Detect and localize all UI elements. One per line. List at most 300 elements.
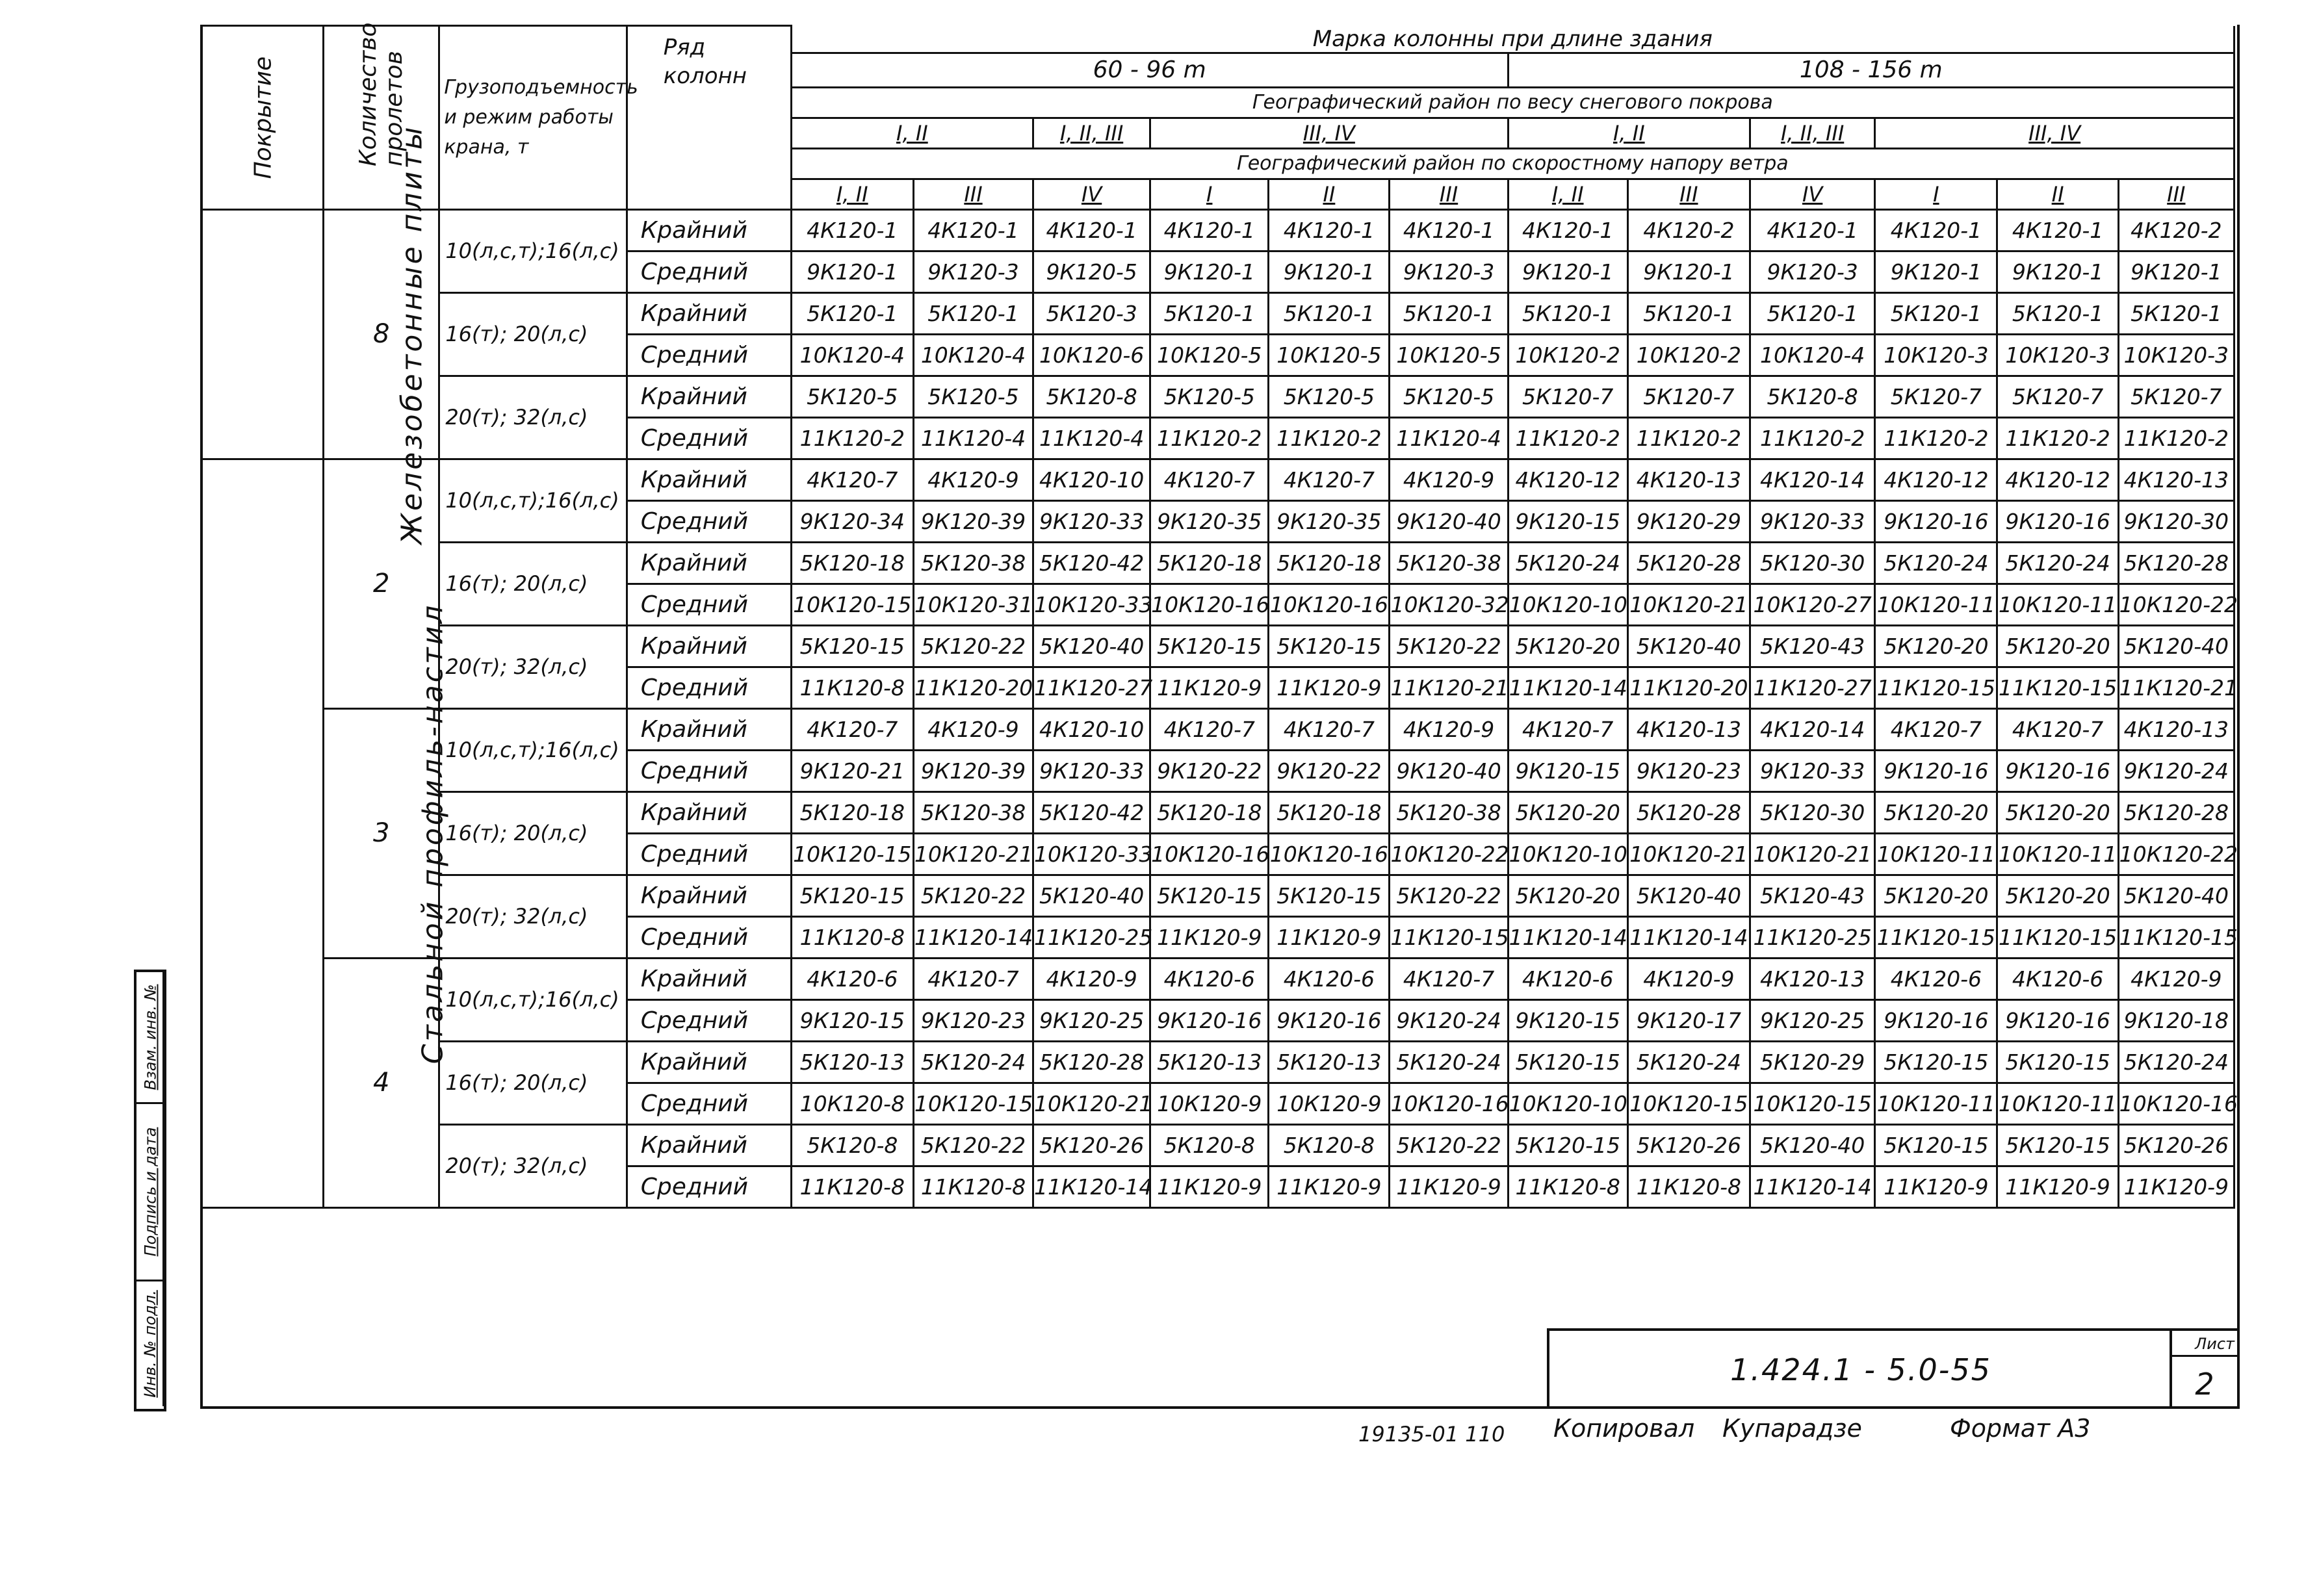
column-mark-cell: 5К120-24 <box>2118 1041 2234 1083</box>
wind-col-header: III <box>1390 179 1508 209</box>
column-mark-cell: 5К120-5 <box>791 376 913 417</box>
column-mark-cell: 11К120-21 <box>1390 667 1508 708</box>
column-mark-cell: 11К120-9 <box>2118 1166 2234 1207</box>
column-mark-cell: 9К120-23 <box>1627 750 1750 792</box>
column-mark-cell: 4К120-9 <box>913 708 1033 750</box>
column-mark-cell: 9К120-1 <box>1997 251 2118 292</box>
column-mark-cell: 4К120-7 <box>1997 708 2118 750</box>
column-mark-cell: 9К120-1 <box>1269 251 1390 292</box>
column-mark-cell: 5К120-18 <box>1269 792 1390 833</box>
column-mark-cell: 5К120-1 <box>1875 292 1997 334</box>
column-mark-cell: 10К120-8 <box>791 1083 913 1124</box>
snow-group: III, IV <box>1875 118 2235 148</box>
wind-col-header: I, II <box>1508 179 1627 209</box>
column-mark-cell: 4К120-9 <box>913 459 1033 500</box>
column-mark-cell: 5К120-1 <box>913 292 1033 334</box>
column-mark-cell: 11К120-15 <box>1875 667 1997 708</box>
column-mark-cell: 10К120-16 <box>2118 1083 2234 1124</box>
column-mark-cell: 5К120-5 <box>1269 376 1390 417</box>
column-mark-cell: 10К120-31 <box>913 584 1033 625</box>
column-mark-cell: 11К120-2 <box>2118 417 2234 459</box>
column-mark-cell: 5К120-8 <box>1033 376 1150 417</box>
snow-group: III, IV <box>1150 118 1508 148</box>
column-mark-cell: 9К120-40 <box>1390 750 1508 792</box>
column-mark-cell: 10К120-15 <box>791 584 913 625</box>
column-mark-cell: 9К120-24 <box>2118 750 2234 792</box>
crane-capacity-cell: 20(т); 32(л,с) <box>439 875 627 958</box>
column-mark-cell: 5К120-22 <box>1390 625 1508 667</box>
crane-capacity-cell: 16(т); 20(л,с) <box>439 292 627 376</box>
column-mark-cell: 9К120-39 <box>913 500 1033 542</box>
column-mark-cell: 11К120-2 <box>1627 417 1750 459</box>
column-row-type: Крайний <box>627 958 791 999</box>
column-mark-cell: 11К120-8 <box>913 1166 1033 1207</box>
column-mark-cell: 10К120-15 <box>913 1083 1033 1124</box>
column-mark-cell: 5К120-20 <box>1508 792 1627 833</box>
column-mark-cell: 5К120-30 <box>1750 542 1875 584</box>
table-row <box>201 875 2235 916</box>
wind-col-header: I <box>1875 179 1997 209</box>
column-mark-cell: 11К120-8 <box>791 667 913 708</box>
column-mark-cell: 11К120-15 <box>1875 916 1997 958</box>
column-mark-cell: 5К120-28 <box>2118 542 2234 584</box>
column-mark-cell: 5К120-8 <box>1269 1124 1390 1166</box>
column-mark-cell: 5К120-1 <box>1508 292 1627 334</box>
column-mark-cell: 4К120-7 <box>1390 958 1508 999</box>
column-mark-cell: 5К120-20 <box>1508 625 1627 667</box>
column-mark-cell: 5К120-22 <box>1390 875 1508 916</box>
column-mark-cell: 11К120-9 <box>1390 1166 1508 1207</box>
column-row-type: Крайний <box>627 542 791 584</box>
crane-capacity-cell: 20(т); 32(л,с) <box>439 376 627 459</box>
column-row-type: Средний <box>627 584 791 625</box>
wind-col-header: III <box>913 179 1033 209</box>
column-mark-cell: 10К120-4 <box>913 334 1033 376</box>
table-row <box>201 1041 2235 1083</box>
column-mark-cell: 9К120-1 <box>1150 251 1269 292</box>
column-mark-cell: 11К120-9 <box>1269 1166 1390 1207</box>
table-row <box>201 376 2235 417</box>
column-mark-cell: 11К120-15 <box>1997 667 2118 708</box>
column-mark-cell: 5К120-1 <box>791 292 913 334</box>
wind-col-header: II <box>1269 179 1390 209</box>
column-mark-cell: 4К120-13 <box>2118 459 2234 500</box>
wind-col-header: I <box>1150 179 1269 209</box>
column-mark-cell: 4К120-7 <box>1875 708 1997 750</box>
column-mark-cell: 5К120-20 <box>1997 875 2118 916</box>
column-mark-cell: 10К120-21 <box>913 833 1033 875</box>
header-row: Ряд колонн <box>627 26 791 210</box>
wind-col-header: II <box>1997 179 2118 209</box>
column-mark-cell: 9К120-35 <box>1269 500 1390 542</box>
column-mark-cell: 9К120-16 <box>1875 500 1997 542</box>
strip-signature-date: Подпись и дата <box>136 1104 164 1281</box>
column-mark-cell: 5К120-22 <box>913 875 1033 916</box>
column-mark-cell: 4К120-14 <box>1750 708 1875 750</box>
column-row-type: Крайний <box>627 875 791 916</box>
column-row-type: Крайний <box>627 459 791 500</box>
table-row <box>201 792 2235 833</box>
column-mark-cell: 5К120-13 <box>1150 1041 1269 1083</box>
column-mark-cell: 4К120-12 <box>1508 459 1627 500</box>
column-mark-cell: 10К120-5 <box>1269 334 1390 376</box>
column-mark-cell: 5К120-5 <box>913 376 1033 417</box>
column-mark-cell: 4К120-1 <box>1150 209 1269 251</box>
column-mark-cell: 5К120-30 <box>1750 792 1875 833</box>
column-mark-cell: 4К120-6 <box>1269 958 1390 999</box>
column-mark-cell: 5К120-40 <box>1627 625 1750 667</box>
column-mark-cell: 10К120-10 <box>1508 584 1627 625</box>
column-mark-cell: 4К120-6 <box>791 958 913 999</box>
column-mark-cell: 11К120-9 <box>1269 916 1390 958</box>
column-mark-cell: 11К120-4 <box>913 417 1033 459</box>
column-row-type: Крайний <box>627 376 791 417</box>
column-mark-cell: 10К120-9 <box>1150 1083 1269 1124</box>
column-mark-cell: 9К120-15 <box>1508 750 1627 792</box>
column-mark-cell: 9К120-25 <box>1033 999 1150 1041</box>
column-mark-cell: 4К120-1 <box>1750 209 1875 251</box>
column-mark-cell: 11К120-9 <box>1269 667 1390 708</box>
column-row-type: Крайний <box>627 1124 791 1166</box>
crane-capacity-cell: 10(л,с,т);16(л,с) <box>439 209 627 292</box>
column-mark-cell: 11К120-27 <box>1033 667 1150 708</box>
column-mark-cell: 10К120-15 <box>1627 1083 1750 1124</box>
snow-group: I, II, III <box>1750 118 1875 148</box>
column-mark-cell: 9К120-1 <box>2118 251 2234 292</box>
column-mark-cell: 9К120-16 <box>1150 999 1269 1041</box>
column-mark-cell: 9К120-16 <box>1997 999 2118 1041</box>
column-mark-cell: 9К120-22 <box>1150 750 1269 792</box>
wind-col-header: I, II <box>791 179 913 209</box>
column-mark-cell: 4К120-1 <box>1390 209 1508 251</box>
column-mark-cell: 5К120-28 <box>2118 792 2234 833</box>
column-mark-cell: 5К120-7 <box>1508 376 1627 417</box>
column-mark-cell: 5К120-8 <box>1750 376 1875 417</box>
column-mark-table <box>200 22 2238 1209</box>
column-row-type: Средний <box>627 999 791 1041</box>
column-mark-cell: 5К120-24 <box>1390 1041 1508 1083</box>
column-mark-cell: 5К120-15 <box>1875 1124 1997 1166</box>
column-mark-cell: 9К120-24 <box>1390 999 1508 1041</box>
column-mark-cell: 9К120-39 <box>913 750 1033 792</box>
column-mark-cell: 11К120-9 <box>1150 667 1269 708</box>
column-mark-cell: 9К120-16 <box>1875 999 1997 1041</box>
column-mark-cell: 4К120-1 <box>1875 209 1997 251</box>
spans-cell: 3 <box>324 708 439 958</box>
column-mark-cell: 9К120-34 <box>791 500 913 542</box>
column-mark-cell: 5К120-13 <box>1269 1041 1390 1083</box>
column-mark-cell: 4К120-2 <box>1627 209 1750 251</box>
column-mark-cell: 4К120-7 <box>1269 708 1390 750</box>
column-mark-cell: 9К120-30 <box>2118 500 2234 542</box>
column-row-type: Крайний <box>627 625 791 667</box>
column-mark-cell: 11К120-2 <box>1150 417 1269 459</box>
column-mark-cell: 10К120-6 <box>1033 334 1150 376</box>
column-mark-cell: 5К120-29 <box>1750 1041 1875 1083</box>
column-mark-cell: 9К120-3 <box>1390 251 1508 292</box>
column-mark-cell: 10К120-15 <box>1750 1083 1875 1124</box>
header-length-60-96: 60 - 96 m <box>791 53 1508 87</box>
title-block <box>1547 1328 2172 1409</box>
column-mark-cell: 10К120-33 <box>1033 833 1150 875</box>
column-mark-cell: 4К120-1 <box>1508 209 1627 251</box>
column-mark-cell: 11К120-9 <box>1150 916 1269 958</box>
column-mark-cell: 5К120-20 <box>1875 625 1997 667</box>
column-mark-cell: 5К120-20 <box>1875 792 1997 833</box>
column-mark-cell: 9К120-33 <box>1033 750 1150 792</box>
crane-capacity-cell: 20(т); 32(л,с) <box>439 1124 627 1207</box>
column-mark-cell: 4К120-1 <box>1033 209 1150 251</box>
column-mark-cell: 5К120-15 <box>1997 1041 2118 1083</box>
column-row-type: Средний <box>627 833 791 875</box>
column-mark-cell: 10К120-11 <box>1875 833 1997 875</box>
footer <box>1358 1414 2138 1453</box>
column-row-type: Крайний <box>627 1041 791 1083</box>
column-mark-cell: 5К120-38 <box>1390 792 1508 833</box>
column-mark-cell: 11К120-8 <box>1627 1166 1750 1207</box>
column-mark-cell: 10К120-16 <box>1269 584 1390 625</box>
column-row-type: Средний <box>627 251 791 292</box>
column-mark-cell: 9К120-17 <box>1627 999 1750 1041</box>
header-column-mark: Марка колонны при длине здания <box>791 26 2234 53</box>
column-mark-cell: 9К120-33 <box>1750 750 1875 792</box>
column-mark-cell: 4К120-2 <box>2118 209 2234 251</box>
column-mark-cell: 9К120-1 <box>1508 251 1627 292</box>
column-mark-cell: 5К120-28 <box>1627 542 1750 584</box>
column-mark-cell: 5К120-13 <box>791 1041 913 1083</box>
column-mark-cell: 10К120-16 <box>1150 833 1269 875</box>
column-mark-cell: 4К120-7 <box>1508 708 1627 750</box>
column-row-type: Крайний <box>627 292 791 334</box>
binding-strip <box>134 970 166 1411</box>
column-mark-cell: 9К120-18 <box>2118 999 2234 1041</box>
column-mark-cell: 4К120-7 <box>791 708 913 750</box>
column-mark-cell: 9К120-16 <box>1997 750 2118 792</box>
column-mark-cell: 10К120-5 <box>1390 334 1508 376</box>
crane-capacity-cell: 16(т); 20(л,с) <box>439 542 627 625</box>
column-mark-cell: 10К120-11 <box>1997 584 2118 625</box>
column-mark-cell: 10К120-3 <box>2118 334 2234 376</box>
sheet-label: Лист <box>2172 1331 2237 1357</box>
footer-copied-label: Копировал <box>1553 1414 1695 1443</box>
column-mark-cell: 9К120-16 <box>1875 750 1997 792</box>
column-mark-cell: 10К120-2 <box>1627 334 1750 376</box>
header-crane: Грузоподъемность и режим работы крана, т <box>439 26 627 210</box>
column-mark-cell: 5К120-24 <box>1997 542 2118 584</box>
document-code: 1.424.1 - 5.0-55 <box>1730 1352 1991 1387</box>
column-mark-cell: 10К120-9 <box>1269 1083 1390 1124</box>
footer-number: 19135-01 110 <box>1358 1422 1505 1447</box>
column-mark-cell: 11К120-14 <box>1508 667 1627 708</box>
column-mark-cell: 5К120-7 <box>1997 376 2118 417</box>
column-mark-cell: 9К120-1 <box>1627 251 1750 292</box>
snow-group: I, II, III <box>1033 118 1150 148</box>
column-mark-cell: 10К120-11 <box>1875 584 1997 625</box>
column-mark-cell: 9К120-25 <box>1750 999 1875 1041</box>
column-mark-cell: 9К120-1 <box>791 251 913 292</box>
column-mark-cell: 5К120-5 <box>1150 376 1269 417</box>
column-mark-cell: 4К120-12 <box>1997 459 2118 500</box>
column-mark-cell: 4К120-1 <box>1269 209 1390 251</box>
spans-cell: 2 <box>324 459 439 708</box>
column-mark-cell: 10К120-11 <box>1997 1083 2118 1124</box>
column-mark-cell: 4К120-9 <box>1390 459 1508 500</box>
column-mark-cell: 4К120-10 <box>1033 459 1150 500</box>
column-mark-cell: 5К120-15 <box>1997 1124 2118 1166</box>
column-mark-cell: 11К120-9 <box>1150 1166 1269 1207</box>
column-mark-cell: 4К120-13 <box>1627 459 1750 500</box>
column-mark-cell: 4К120-6 <box>1997 958 2118 999</box>
column-mark-cell: 11К120-25 <box>1750 916 1875 958</box>
spans-cell: 8 <box>324 209 439 459</box>
column-mark-cell: 9К120-1 <box>1875 251 1997 292</box>
column-mark-cell: 5К120-7 <box>1627 376 1750 417</box>
column-mark-cell: 5К120-40 <box>1750 1124 1875 1166</box>
wind-col-header: III <box>2118 179 2234 209</box>
column-mark-cell: 11К120-14 <box>1033 1166 1150 1207</box>
column-mark-cell: 10К120-11 <box>1875 1083 1997 1124</box>
column-mark-cell: 5К120-22 <box>1390 1124 1508 1166</box>
roof-type-cell: Стальной профиль-настил <box>201 459 324 1207</box>
column-mark-cell: 11К120-2 <box>1269 417 1390 459</box>
column-mark-cell: 5К120-42 <box>1033 792 1150 833</box>
column-mark-cell: 11К120-8 <box>791 916 913 958</box>
column-mark-cell: 5К120-5 <box>1390 376 1508 417</box>
column-mark-cell: 4К120-1 <box>791 209 913 251</box>
column-row-type: Средний <box>627 334 791 376</box>
column-mark-cell: 4К120-7 <box>1150 459 1269 500</box>
crane-capacity-cell: 10(л,с,т);16(л,с) <box>439 459 627 542</box>
column-mark-cell: 10К120-10 <box>1508 1083 1627 1124</box>
table-row <box>201 958 2235 999</box>
column-row-type: Средний <box>627 417 791 459</box>
column-mark-cell: 5К120-8 <box>1150 1124 1269 1166</box>
column-mark-cell: 10К120-15 <box>791 833 913 875</box>
column-mark-cell: 11К120-8 <box>791 1166 913 1207</box>
snow-group: I, II <box>791 118 1033 148</box>
column-mark-cell: 5К120-43 <box>1750 875 1875 916</box>
column-mark-cell: 11К120-4 <box>1033 417 1150 459</box>
column-mark-cell: 11К120-2 <box>791 417 913 459</box>
column-mark-cell: 11К120-2 <box>1875 417 1997 459</box>
column-mark-cell: 5К120-20 <box>1508 875 1627 916</box>
column-row-type: Крайний <box>627 708 791 750</box>
column-mark-cell: 4К120-6 <box>1875 958 1997 999</box>
column-mark-cell: 5К120-40 <box>2118 875 2234 916</box>
column-mark-cell: 10К120-16 <box>1390 1083 1508 1124</box>
column-mark-cell: 10К120-27 <box>1750 584 1875 625</box>
crane-capacity-cell: 10(л,с,т);16(л,с) <box>439 958 627 1041</box>
column-mark-cell: 11К120-14 <box>1627 916 1750 958</box>
roof-type-cell: Железобетонные плиты <box>201 209 324 459</box>
column-mark-cell: 10К120-4 <box>1750 334 1875 376</box>
column-mark-cell: 5К120-15 <box>1875 1041 1997 1083</box>
column-mark-cell: 10К120-21 <box>1750 833 1875 875</box>
table-row <box>201 1124 2235 1166</box>
footer-format: Формат А3 <box>1950 1414 2091 1443</box>
column-mark-cell: 10К120-21 <box>1627 584 1750 625</box>
column-mark-cell: 9К120-22 <box>1269 750 1390 792</box>
column-mark-cell: 4К120-9 <box>1390 708 1508 750</box>
header-spans: Количество пролетов <box>324 26 439 210</box>
column-mark-cell: 5К120-24 <box>1508 542 1627 584</box>
column-mark-cell: 5К120-18 <box>1150 792 1269 833</box>
column-mark-cell: 5К120-7 <box>1875 376 1997 417</box>
column-mark-cell: 5К120-15 <box>1508 1124 1627 1166</box>
column-mark-cell: 5К120-15 <box>791 875 913 916</box>
column-mark-cell: 5К120-18 <box>791 792 913 833</box>
column-mark-cell: 5К120-1 <box>1150 292 1269 334</box>
column-mark-cell: 11К120-20 <box>1627 667 1750 708</box>
column-mark-cell: 10К120-11 <box>1997 833 2118 875</box>
column-mark-cell: 10К120-3 <box>1875 334 1997 376</box>
column-mark-cell: 4К120-9 <box>1627 958 1750 999</box>
column-mark-cell: 11К120-14 <box>913 916 1033 958</box>
table-row <box>201 625 2235 667</box>
column-mark-cell: 4К120-10 <box>1033 708 1150 750</box>
column-mark-cell: 10К120-5 <box>1150 334 1269 376</box>
column-mark-cell: 5К120-40 <box>2118 625 2234 667</box>
column-mark-cell: 9К120-33 <box>1033 500 1150 542</box>
table-row <box>201 708 2235 750</box>
column-mark-cell: 9К120-16 <box>1997 500 2118 542</box>
column-mark-cell: 5К120-43 <box>1750 625 1875 667</box>
column-mark-cell: 4К120-1 <box>1997 209 2118 251</box>
column-mark-cell: 5К120-28 <box>1627 792 1750 833</box>
column-mark-cell: 11К120-25 <box>1033 916 1150 958</box>
column-mark-cell: 4К120-7 <box>913 958 1033 999</box>
column-row-type: Средний <box>627 1166 791 1207</box>
column-mark-cell: 9К120-3 <box>1750 251 1875 292</box>
table-row <box>201 459 2235 500</box>
column-mark-cell: 9К120-5 <box>1033 251 1150 292</box>
column-row-type: Крайний <box>627 792 791 833</box>
column-mark-cell: 5К120-15 <box>791 625 913 667</box>
column-mark-cell: 5К120-38 <box>913 542 1033 584</box>
column-mark-cell: 9К120-33 <box>1750 500 1875 542</box>
column-mark-cell: 11К120-15 <box>1390 916 1508 958</box>
column-mark-cell: 4К120-1 <box>913 209 1033 251</box>
table-row <box>201 292 2235 334</box>
column-mark-cell: 5К120-20 <box>1997 625 2118 667</box>
column-mark-cell: 9К120-15 <box>1508 500 1627 542</box>
column-mark-cell: 5К120-1 <box>1997 292 2118 334</box>
column-mark-cell: 4К120-7 <box>1269 459 1390 500</box>
column-row-type: Средний <box>627 916 791 958</box>
column-mark-cell: 5К120-40 <box>1033 625 1150 667</box>
wind-col-header: IV <box>1750 179 1875 209</box>
column-mark-cell: 5К120-24 <box>1627 1041 1750 1083</box>
column-mark-cell: 5К120-1 <box>1269 292 1390 334</box>
column-mark-cell: 10К120-32 <box>1390 584 1508 625</box>
column-mark-cell: 11К120-14 <box>1508 916 1627 958</box>
column-row-type: Средний <box>627 667 791 708</box>
column-mark-cell: 11К120-21 <box>2118 667 2234 708</box>
column-mark-cell: 5К120-1 <box>1627 292 1750 334</box>
column-mark-cell: 9К120-35 <box>1150 500 1269 542</box>
column-mark-cell: 10К120-16 <box>1269 833 1390 875</box>
column-mark-cell: 10К120-4 <box>791 334 913 376</box>
column-mark-cell: 10К120-10 <box>1508 833 1627 875</box>
wind-col-header: III <box>1627 179 1750 209</box>
column-mark-cell: 5К120-22 <box>913 1124 1033 1166</box>
column-row-type: Крайний <box>627 209 791 251</box>
column-row-type: Средний <box>627 500 791 542</box>
column-mark-cell: 5К120-20 <box>1875 875 1997 916</box>
column-mark-cell: 11К120-2 <box>1997 417 2118 459</box>
column-mark-cell: 5К120-3 <box>1033 292 1150 334</box>
column-mark-cell: 9К120-16 <box>1269 999 1390 1041</box>
